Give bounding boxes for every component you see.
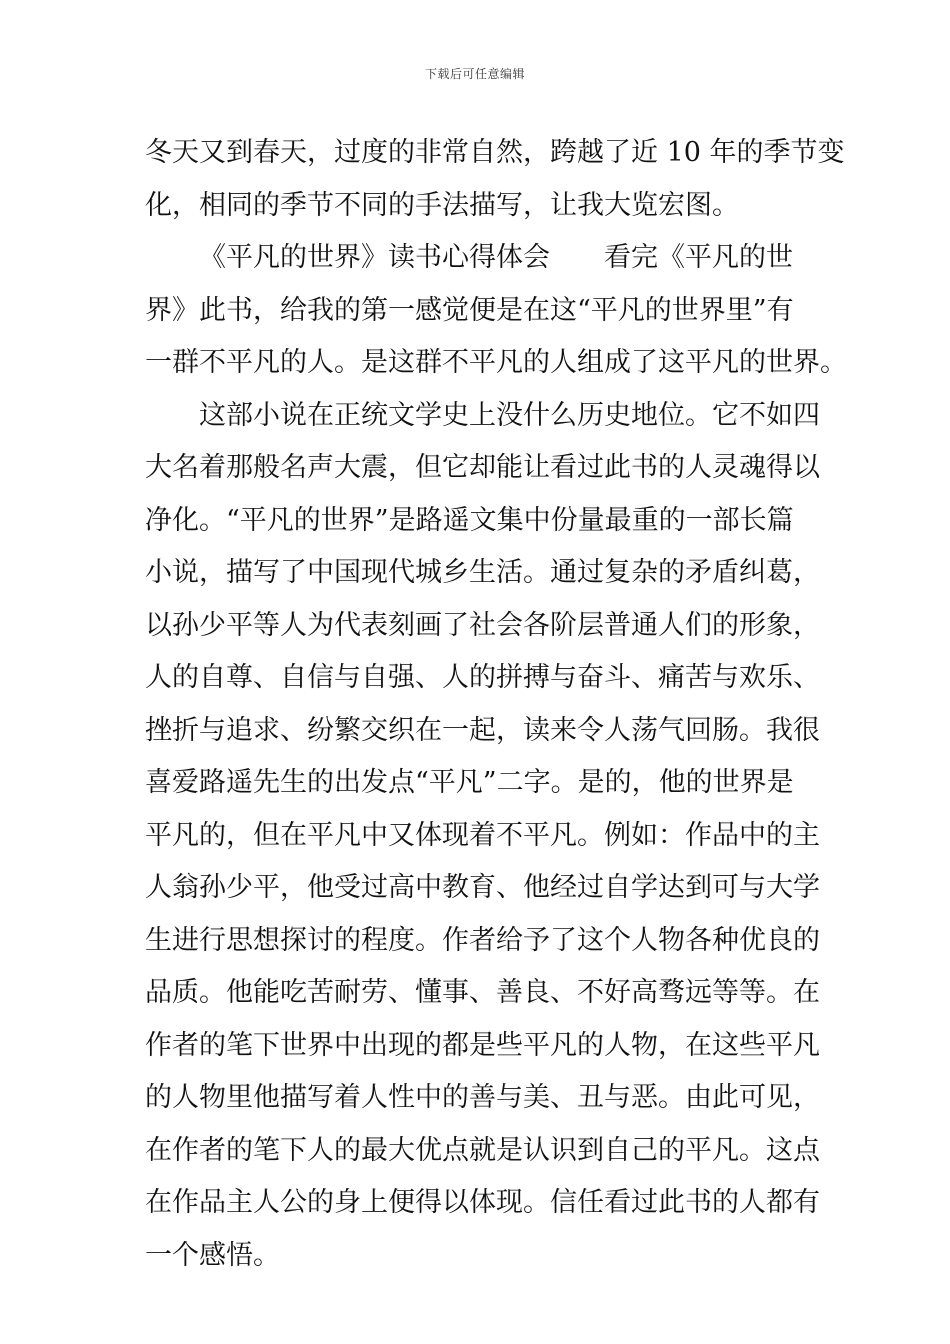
line-text: 喜爱路遥先生的出发点“平凡”二字。是的，他的世界是: [145, 767, 794, 798]
line-text: 生进行思想探讨的程度。作者给予了这个人物各种优良的: [145, 924, 820, 956]
text-line: [145, 1177, 820, 1230]
line-text: 人的自尊、自信与自强、人的拼搏与奋斗、痛苦与欢乐、: [145, 662, 820, 693]
document-body: [145, 127, 847, 1282]
line-text: 在作品主人公的身上便得以体现。信任看过此书的人都有: [145, 1187, 820, 1218]
text-line: [145, 810, 820, 863]
text-line: [145, 1125, 820, 1178]
line-text: 化，相同的季节不同的手法描写，让我大览宏图。: [145, 189, 739, 221]
line-text: 一个感悟。: [145, 1239, 280, 1271]
text-line: [145, 547, 820, 600]
text-line: [145, 1230, 805, 1283]
line-text: 品质。他能吃苦耐劳、懂事、善良、不好高骛远等等。在: [145, 977, 820, 1008]
text-line: [145, 757, 805, 810]
text-line: [145, 442, 820, 495]
line-text: 冬天又到春天，过度的非常自然，跨越了近 10 年的季节变: [145, 137, 845, 168]
text-line: [145, 390, 820, 443]
line-text: 人翁孙少平，他受过高中教育、他经过自学达到可与大学: [145, 872, 820, 903]
line-text: 这部小说在正统文学史上没什么历史地位。它不如四: [199, 399, 820, 431]
text-line: [145, 337, 847, 390]
text-line: [145, 1020, 820, 1073]
text-line: [145, 600, 820, 653]
text-line: [145, 652, 820, 705]
line-text: 在作者的笔下人的最大优点就是认识到自己的平凡。这点: [145, 1134, 820, 1166]
line-text: 以孙少平等人为代表刻画了社会各阶层普通人们的形象，: [145, 609, 820, 641]
line-text: 作者的笔下世界中出现的都是些平凡的人物，在这些平凡: [145, 1029, 820, 1061]
line-text: 一群不平凡的人。是这群不平凡的人组成了这平凡的世界。: [145, 347, 847, 378]
text-line: [145, 915, 820, 968]
text-line: [145, 705, 820, 758]
line-text: 小说，描写了中国现代城乡生活。通过复杂的矛盾纠葛，: [145, 557, 820, 588]
line-text: 大名着那般名声大震，但它却能让看过此书的人灵魂得以: [145, 452, 820, 483]
text-line: [145, 495, 805, 548]
line-text: 挫折与追求、纷繁交织在一起，读来令人荡气回肠。我很: [145, 714, 820, 746]
line-text: 的人物里他描写着人性中的善与美、丑与恶。由此可见，: [145, 1082, 820, 1113]
text-line: [145, 862, 820, 915]
line-text: 《平凡的世界》读书心得体会 看完《平凡的世: [199, 242, 793, 273]
line-text: 净化。“平凡的世界”是路遥文集中份量最重的一部长篇: [145, 504, 794, 536]
line-text: 界》此书，给我的第一感觉便是在这“平凡的世界里”有: [145, 294, 794, 326]
text-line: [145, 180, 805, 233]
text-line: [145, 127, 845, 180]
text-line: [145, 232, 805, 285]
text-line: [145, 1072, 820, 1125]
text-line: [145, 285, 805, 338]
page-header: 下载后可任意编辑: [424, 67, 525, 81]
text-line: [145, 967, 820, 1020]
line-text: 平凡的，但在平凡中又体现着不平凡。例如：作品中的主: [145, 819, 820, 851]
